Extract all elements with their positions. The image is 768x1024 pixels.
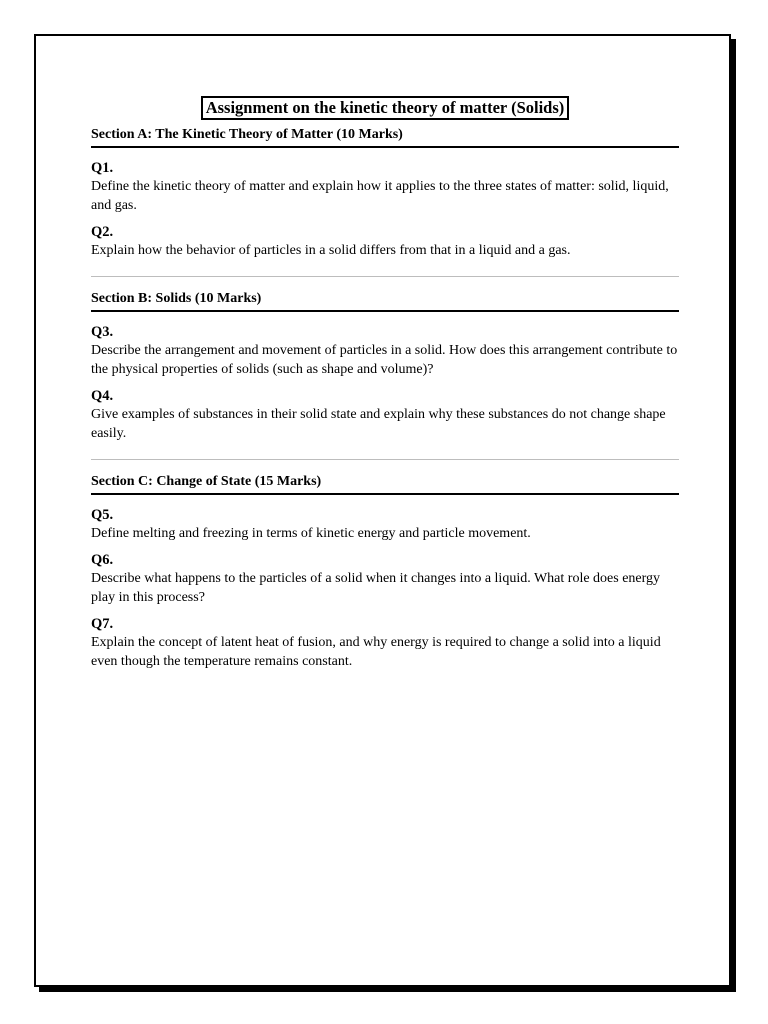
section-b [91, 290, 679, 443]
section-heading: Section B: Solids (10 Marks) [91, 290, 679, 312]
document-title: Assignment on the kinetic theory of matter (Solids) [201, 96, 570, 120]
document-content [91, 96, 679, 680]
section-heading: Section C: Change of State (15 Marks) [91, 473, 679, 495]
question-q7 [91, 616, 679, 671]
section-c [91, 473, 679, 671]
question-text: Give examples of substances in their solid state and explain why these substances do not change shape easily. [91, 407, 666, 441]
question-label: Q1. [91, 160, 114, 176]
question-text: Define melting and freezing in terms of kinetic energy and particle movement. [91, 526, 531, 541]
question-q2 [91, 224, 679, 260]
question-text: Explain the concept of latent heat of fusion, and why energy is required to change a solid into a liquid even though the temperature remains constant. [91, 635, 661, 669]
question-q6 [91, 552, 679, 607]
question-label: Q5. [91, 507, 114, 523]
question-label: Q7. [91, 616, 114, 632]
document-page [34, 34, 731, 987]
question-q5 [91, 507, 679, 543]
question-text: Define the kinetic theory of matter and explain how it applies to the three states of matter: solid, liquid, and gas. [91, 179, 669, 213]
question-text: Describe what happens to the particles of a solid when it changes into a liquid. What role does energy play in this process? [91, 571, 661, 605]
title-container [91, 96, 679, 120]
question-label: Q2. [91, 224, 114, 240]
question-label: Q4. [91, 388, 114, 404]
question-text: Explain how the behavior of particles in a solid differs from that in a liquid and a gas. [91, 243, 571, 258]
question-label: Q3. [91, 324, 114, 340]
question-text: Describe the arrangement and movement of particles in a solid. How does this arrangement contribute to the physical properties of solids (such as shape and volume)? [91, 343, 678, 377]
question-q1 [91, 160, 679, 215]
section-heading: Section A: The Kinetic Theory of Matter (10 Marks) [91, 126, 679, 148]
question-q4 [91, 388, 679, 443]
question-label: Q6. [91, 552, 114, 568]
section-a [91, 126, 679, 260]
section-divider [91, 459, 679, 460]
question-q3 [91, 324, 679, 379]
section-divider [91, 276, 679, 277]
